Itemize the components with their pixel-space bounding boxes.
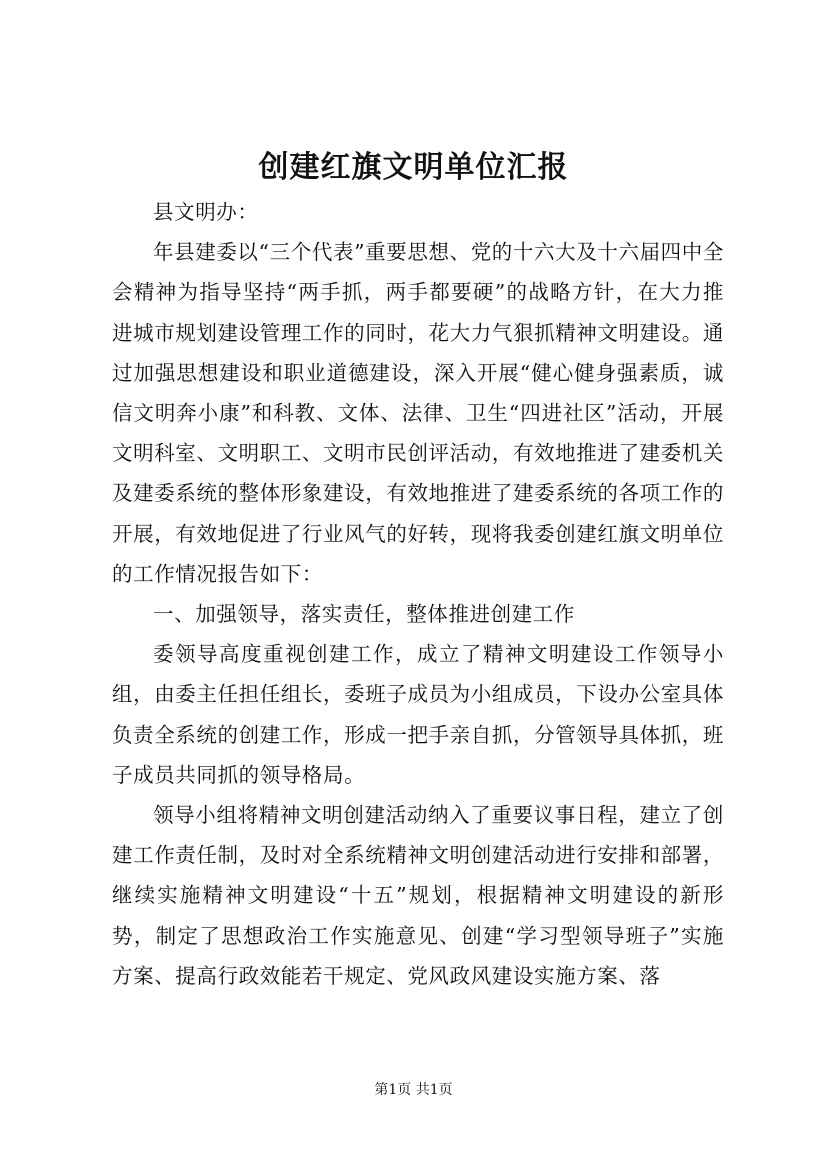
document-body bbox=[112, 192, 724, 996]
addressee: 县文明办： bbox=[153, 200, 259, 224]
section-heading: 一、加强领导，落实责任，整体推进创建工作 bbox=[153, 602, 575, 627]
paragraph-responsibility: 领导小组将精神文明创建活动纳入了重要议事日程，建立了创建工作责任制，及时对全系统精神文明创建活动进行安排和部署，继续实施精神文明建设“十五”规划，根据精神文明建设的新形势，制定了思想政治工作实施意见、创建“学习型领导班子”实施方案、提高行政效能若干规定、党风政风建设实施方案、落 bbox=[112, 803, 724, 988]
page-footer: 第1页 共1页 bbox=[374, 1082, 453, 1098]
paragraph-intro: 年县建委以“三个代表”重要思想、党的十六大及十六届四中全会精神为指导坚持“两手抓，两手都要硬”的战略方针，在大力推进城市规划建设管理工作的同时，花大力气狠抓精神文明建设。通过加强思想建设和职业道德建设，深入开展“健心健身强素质，诚信文明奔小康”和科教、文体、法律、卫生“四进社区”活动，开展文明科室、文明职工、文明市民创评活动，有效地推进了建委机关及建委系统的整体形象建设，有效地推进了建委系统的各项工作的开展，有效地促进了行业风气的好转，现将我委创建红旗文明单位的工作情况报告如下： bbox=[112, 240, 724, 586]
document-title: 创建红旗文明单位汇报 bbox=[258, 150, 569, 185]
paragraph-leadership: 委领导高度重视创建工作，成立了精神文明建设工作领导小组，由委主任担任组长，委班子成员为小组成员，下设办公室具体负责全系统的创建工作，形成一把手亲自抓，分管领导具体抓，班子成员共同抓的领导格局。 bbox=[112, 642, 724, 787]
